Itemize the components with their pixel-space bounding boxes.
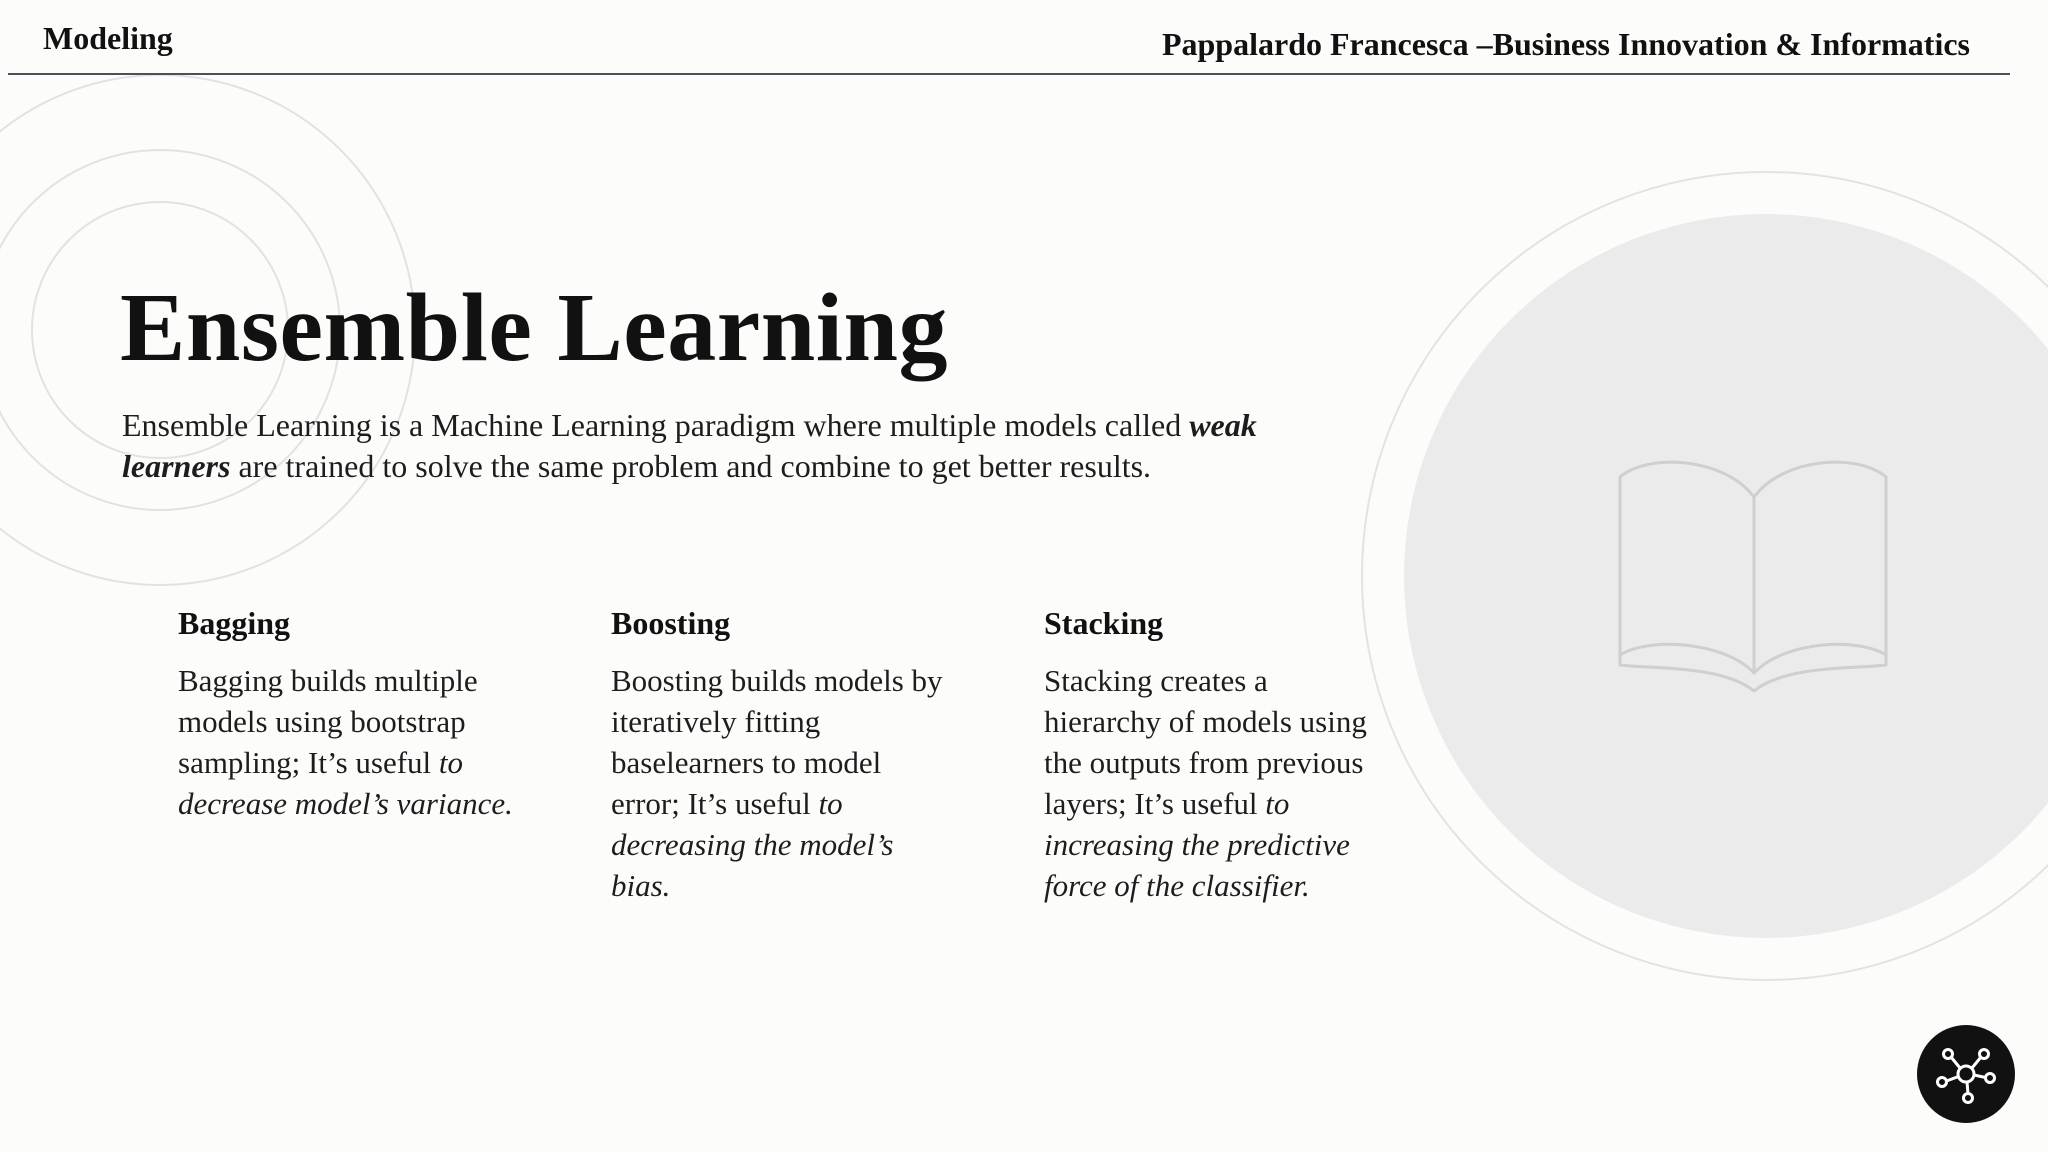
- intro-emphasis: weak learners: [122, 407, 1257, 484]
- boosting-body: Boosting builds models by iteratively fitting baselearners to model error; It’s useful: [611, 663, 943, 821]
- stacking-body: Stacking creates a hierarchy of models using the outputs from previous layers; It’s useful: [1044, 663, 1367, 821]
- network-icon: [1934, 1042, 1998, 1106]
- stacking-column: [1044, 598, 1384, 906]
- intro-text-before: Ensemble Learning is a Machine Learning paradigm where multiple models called: [122, 407, 1190, 443]
- boosting-column: [611, 598, 951, 906]
- section-label: Modeling: [43, 20, 173, 56]
- book-icon: [1612, 455, 1894, 695]
- bagging-column: [178, 598, 518, 824]
- stacking-description: [1044, 660, 1384, 906]
- stacking-heading: Stacking: [1044, 605, 1164, 641]
- intro-text-after: are trained to solve the same problem and combine to get better results.: [230, 448, 1152, 484]
- network-badge: [1917, 1025, 2015, 1123]
- bagging-body: Bagging builds multiple models using bootstrap sampling; It’s useful: [178, 663, 478, 780]
- header-divider: [8, 73, 2010, 75]
- boosting-italic: to decreasing the model’s bias.: [611, 786, 894, 903]
- bagging-italic: to decrease model’s variance.: [178, 745, 513, 821]
- intro-paragraph: [122, 405, 1342, 487]
- boosting-description: [611, 660, 951, 906]
- bagging-heading: Bagging: [178, 605, 291, 641]
- stacking-italic: to increasing the predictive force of the classifier.: [1044, 786, 1350, 903]
- bagging-description: [178, 660, 518, 824]
- boosting-heading: Boosting: [611, 605, 731, 641]
- author-label: Pappalardo Francesca –Business Innovation & Informatics: [1161, 26, 1970, 62]
- page-title: Ensemble Learning: [120, 274, 948, 382]
